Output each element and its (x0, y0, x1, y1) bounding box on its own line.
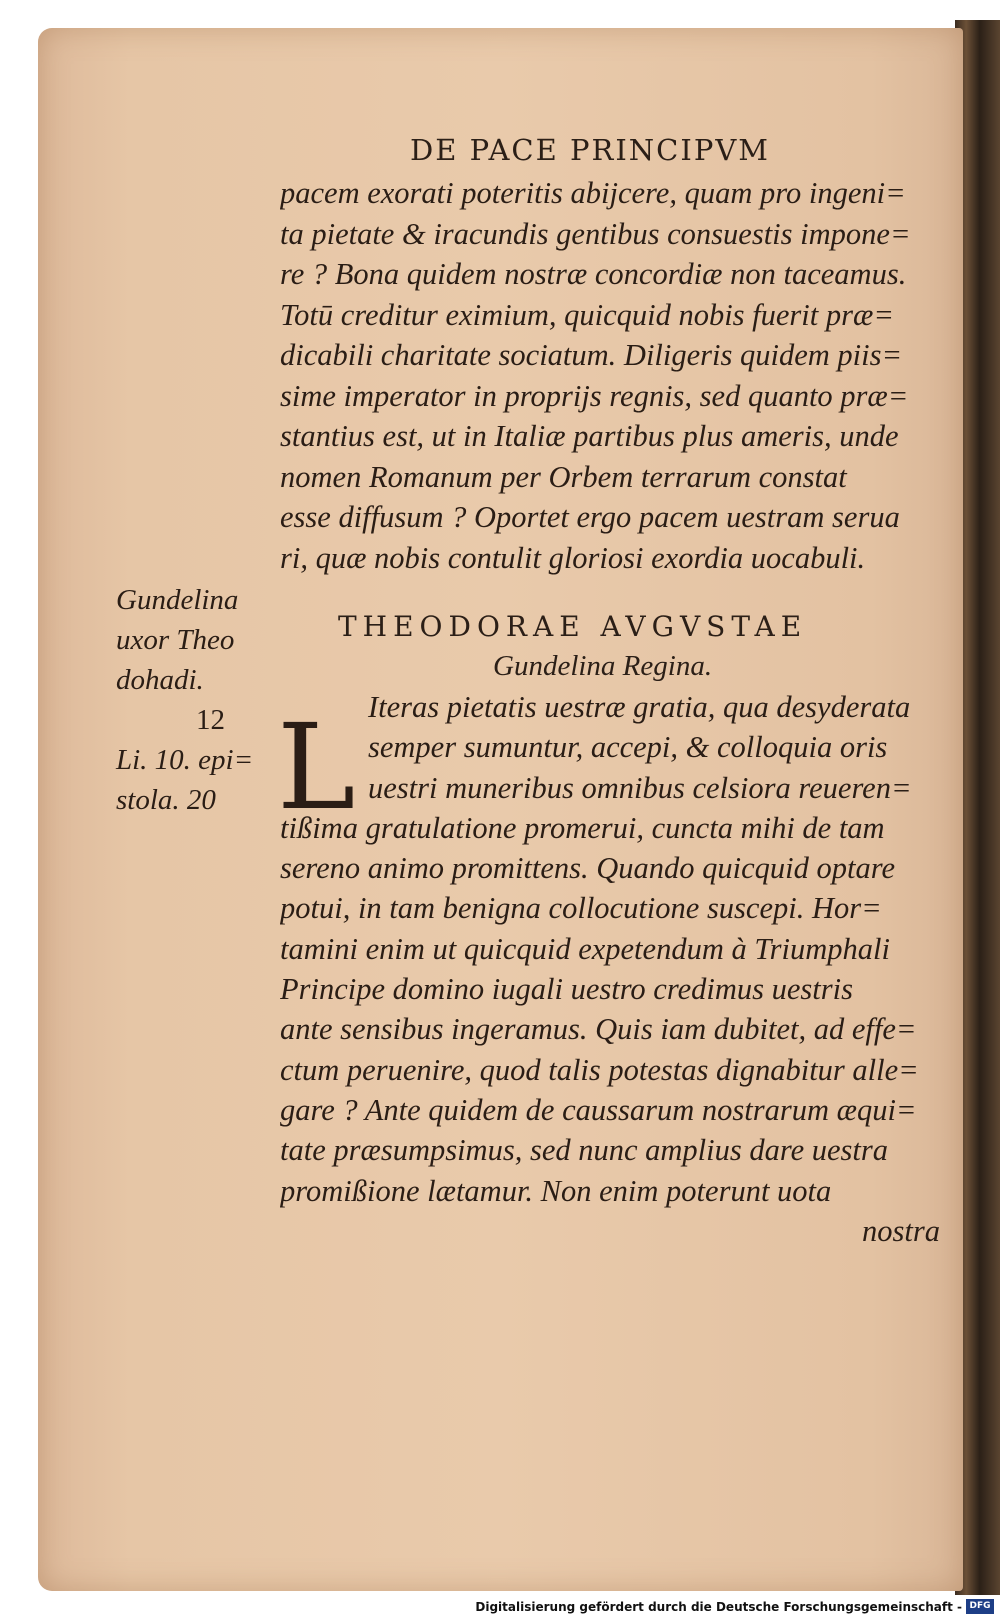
body-line: nomen Romanum per Orbem terrarum constat (280, 459, 847, 494)
body-line: stantius est, ut in Italiæ partibus plus ameris, unde (280, 419, 899, 453)
body-line: esse diffusum ? Oportet ergo pacem uestram serua (280, 500, 900, 534)
catchword: nostra (862, 1213, 940, 1248)
body-line: sime imperator in proprijs regnis, sed quanto præ= (280, 378, 909, 413)
letter-line: tißima gratulatione promerui, cuncta mihi de tam (280, 810, 885, 845)
letter-line: tamini enim ut quicquid expetendum à Triumphali (280, 931, 890, 966)
letter-line: ctum peruenire, quod talis potestas dignabitur alle= (280, 1052, 919, 1087)
body-line: ta pietate & iracundis gentibus consuestis impone= (280, 216, 911, 251)
body-line: dicabili charitate sociatum. Diligeris quidem piis= (280, 338, 903, 372)
body-line: ri, quæ nobis contulit gloriosi exordia uocabuli. (280, 540, 866, 575)
body-line: Totū creditur eximium, quicquid nobis fuerit præ= (280, 297, 894, 332)
marginal-note-number: 12 (196, 704, 225, 736)
letter-line: tate præsumpsimus, sed nunc amplius dare uestra (280, 1133, 889, 1168)
body-text (280, 176, 940, 581)
marginal-note: dohadi. (116, 664, 204, 696)
letter-line: gare ? Ante quidem de caussarum nostrarum æqui= (280, 1092, 917, 1127)
marginal-notes (116, 580, 276, 820)
digitization-footer (0, 1595, 1000, 1622)
body-line: pacem exorati poteritis abijcere, quam pro ingeni= (280, 176, 906, 210)
letter-line: semper sumuntur, accepi, & colloquia oris (368, 730, 888, 765)
letter-line: Principe domino iugali uestro credimus uestris (280, 972, 853, 1007)
letter-line: sereno animo promittens. Quando quicquid optare (280, 851, 896, 886)
marginal-note: uxor Theo (116, 624, 235, 656)
body-line: re ? Bona quidem nostræ concordiæ non taceamus. (280, 257, 907, 291)
letter-line: Iteras pietatis uestræ gratia, qua desyderata (368, 690, 911, 724)
letter-line: potui, in tam benigna collocutione suscepi. Hor= (280, 891, 882, 926)
running-head: DE PACE PRINCIPVM (410, 133, 770, 167)
letter-heading: THEODORAE AVGVSTAE (338, 610, 808, 643)
marginal-note: Gundelina (116, 584, 239, 616)
letter-text (280, 690, 940, 1254)
letter-line: promißione lætamur. Non enim poterunt uota (280, 1173, 832, 1208)
marginal-note: stola. 20 (116, 784, 216, 816)
marginal-note: Li. 10. epi= (116, 744, 254, 776)
letter-subheading: Gundelina Regina. (493, 650, 713, 682)
dfg-logo-icon: DFG (966, 1599, 994, 1614)
letter-line: ante sensibus ingeramus. Quis iam dubitet, ad effe= (280, 1012, 917, 1047)
letter-line: uestri muneribus omnibus celsiora reueren= (368, 770, 912, 805)
initial-letter-glyph: L (277, 700, 355, 820)
funding-credit: Digitalisierung gefördert durch die Deutsche Forschungsgemeinschaft - (475, 1600, 962, 1614)
